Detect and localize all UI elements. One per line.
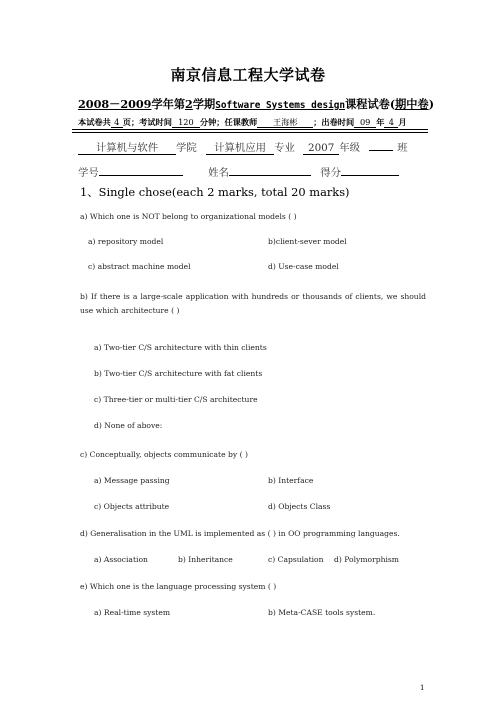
question-1-option-c: c) abstract machine model: [88, 262, 191, 271]
score-field[interactable]: [341, 175, 399, 176]
subtitle-text: 课程试卷(: [345, 97, 396, 111]
student-info-row-2: [78, 164, 399, 179]
school-label: 学院: [176, 142, 197, 154]
issue-month: 4: [384, 118, 398, 128]
question-4: d) Generalisation in the UML is implemented as ( ) in OO programming languages.: [80, 529, 400, 538]
student-id-field[interactable]: [99, 175, 183, 176]
major-label: 专业: [274, 142, 295, 154]
header-divider: [72, 132, 428, 133]
question-5: e) Which one is the language processing system ( ): [80, 582, 277, 591]
section-heading: 1、Single chose(each 2 marks, total 20 marks): [80, 185, 350, 199]
question-5-option-a: a) Real-time system: [94, 608, 171, 617]
header-divider: [72, 129, 428, 130]
info-text: 本试卷共: [78, 117, 111, 127]
question-3: c) Conceptually, objects communicate by ( ): [80, 450, 248, 459]
page-count: 4: [111, 118, 123, 128]
info-text: 年: [376, 117, 385, 127]
exam-title: 南京信息工程大学试卷: [170, 66, 326, 84]
subtitle-text: 学期: [192, 97, 216, 111]
exam-type: 期中卷: [395, 97, 429, 111]
info-text: 页；考试时间: [122, 117, 172, 127]
issue-year: 09: [354, 118, 376, 128]
school-field[interactable]: 计算机与软件: [78, 142, 176, 155]
question-4-option-a: a) Association: [94, 555, 148, 564]
major-field[interactable]: 计算机应用: [206, 142, 274, 155]
question-4-option-c: c) Capsulation: [268, 555, 324, 564]
grade-field[interactable]: 2007: [303, 142, 339, 155]
info-text: 月: [398, 117, 407, 127]
term-number: 2: [185, 97, 193, 111]
class-field[interactable]: [369, 150, 393, 151]
question-1-option-b: b)client-sever model: [268, 237, 347, 246]
question-2-option-a: a) Two-tier C/S architecture with thin clients: [94, 343, 267, 352]
exam-subtitle: [78, 96, 434, 112]
question-2: b) If there is a large-scale application with hundreds or thousands of clients, we should use which architecture ( ): [80, 292, 426, 315]
question-3-option-a: a) Message passing: [94, 476, 170, 485]
class-label: 班: [397, 142, 408, 154]
question-3-option-c: c) Objects attribute: [94, 502, 170, 511]
info-text: ；出卷时间: [313, 117, 355, 127]
question-2-option-d: d) None of above:: [94, 421, 163, 430]
teacher-name: 王海彬: [257, 118, 313, 128]
question-1-option-d: d) Use-case model: [268, 262, 339, 271]
question-2-option-c: c) Three-tier or multi-tier C/S architecture: [94, 395, 258, 404]
info-text: 分钟；任课教师: [199, 117, 258, 127]
question-5-option-b: b) Meta-CASE tools system.: [268, 608, 376, 617]
name-label: 姓名: [208, 167, 229, 179]
course-name: Software Systems design: [215, 100, 346, 111]
subtitle-text: 学年第: [151, 97, 186, 111]
question-4-option-d: d) Polymorphism: [334, 555, 400, 564]
subtitle-text: ): [428, 97, 434, 111]
academic-years: 2008－2009: [78, 97, 152, 111]
question-4-option-b: b) Inheritance: [178, 555, 233, 564]
name-field[interactable]: [229, 175, 311, 176]
exam-duration: 120: [172, 118, 200, 128]
question-1: a) Which one is NOT belong to organizational models ( ): [80, 212, 297, 221]
student-info-row-1: [78, 139, 408, 155]
exam-info-line: [78, 117, 407, 128]
page-number: 1: [420, 684, 425, 692]
question-3-option-b: b) Interface: [268, 476, 314, 485]
question-3-option-d: d) Objects Class: [268, 502, 331, 511]
question-2-option-b: b) Two-tier C/S architecture with fat clients: [94, 369, 263, 378]
question-1-option-a: a) repository model: [88, 237, 164, 246]
student-id-label: 学号: [78, 167, 99, 179]
grade-label: 年级: [339, 142, 360, 154]
score-label: 得分: [320, 167, 341, 179]
